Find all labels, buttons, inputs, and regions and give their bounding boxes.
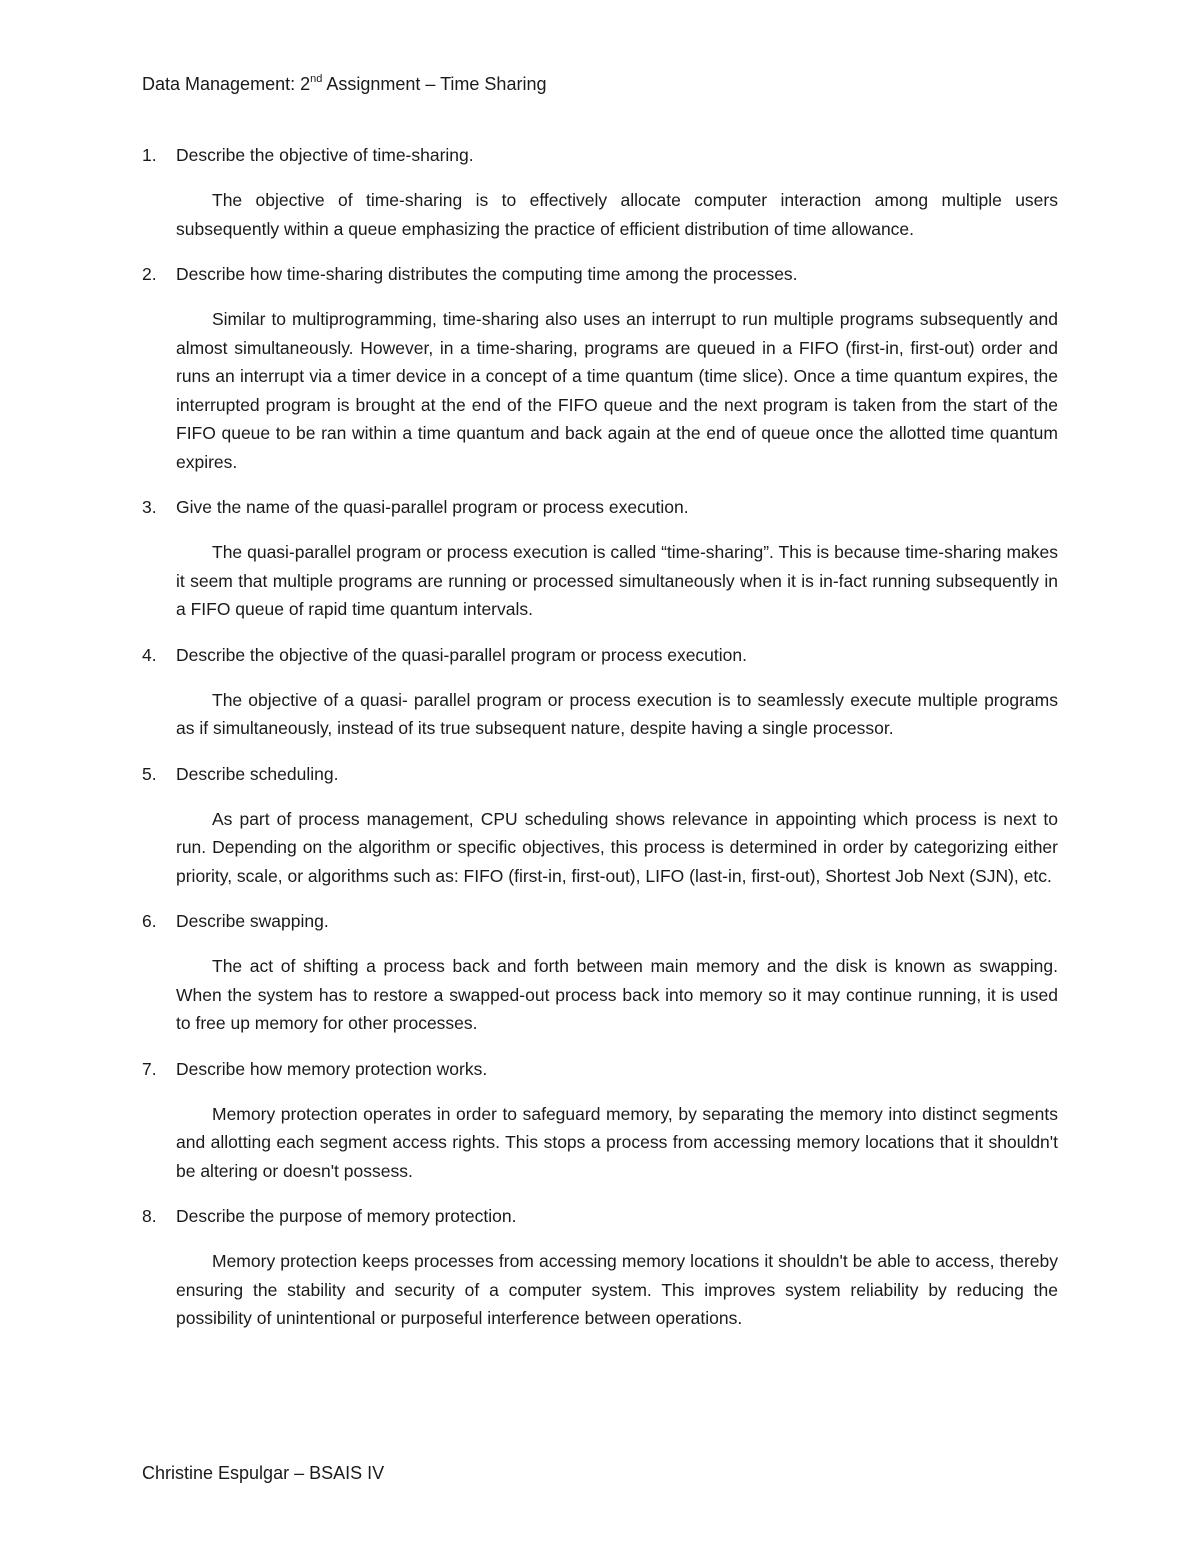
answer-paragraph: The objective of a quasi- parallel program or process execution is to seamlessly execute multiple programs as if simultaneously, instead of its true subsequent nature, despite having a single processor. bbox=[176, 689, 1058, 738]
answer-paragraph: Memory protection keeps processes from accessing memory locations it shouldn't be able to access, thereby ensuring the stability and security of a computer system. This improves system reliability by reducing the possibility of unintentional or purposeful interference between operations. bbox=[176, 1251, 1058, 1328]
list-item bbox=[142, 909, 1058, 1038]
answer-paragraph: The objective of time-sharing is to effectively allocate computer interaction among multiple users subsequently within a queue emphasizing the practice of efficient distribution of time allowance. bbox=[176, 190, 1058, 239]
question-number: 1. bbox=[142, 145, 157, 165]
header-title-superscript: nd bbox=[310, 73, 323, 85]
page-footer: Christine Espulgar – BSAIS IV bbox=[142, 1463, 385, 1483]
question-text: Describe swapping. bbox=[176, 911, 329, 931]
question bbox=[142, 143, 1058, 167]
question-text: Describe the objective of time-sharing. bbox=[176, 145, 474, 165]
page-header bbox=[142, 72, 546, 96]
header-title-suffix: Assignment – Time Sharing bbox=[322, 74, 547, 94]
list-item bbox=[142, 495, 1058, 624]
question-number: 5. bbox=[142, 763, 157, 784]
list-item bbox=[142, 762, 1058, 891]
question bbox=[142, 909, 1058, 933]
list-item bbox=[142, 643, 1058, 743]
question-number: 4. bbox=[142, 644, 157, 665]
question-text: Describe the objective of the quasi-parallel program or process execution. bbox=[176, 644, 747, 665]
question-text: Give the name of the quasi-parallel program or process execution. bbox=[176, 497, 689, 517]
question bbox=[142, 1057, 1058, 1081]
list-item bbox=[142, 1204, 1058, 1333]
header-title-prefix: Data Management: 2 bbox=[142, 74, 311, 94]
question bbox=[142, 1204, 1058, 1228]
question-list bbox=[142, 143, 1058, 1333]
question bbox=[142, 762, 1058, 786]
list-item bbox=[142, 143, 1058, 243]
question-number: 7. bbox=[142, 1058, 157, 1079]
question-text: Describe how time-sharing distributes the computing time among the processes. bbox=[176, 264, 798, 284]
list-item bbox=[142, 262, 1058, 476]
answer-paragraph: The quasi-parallel program or process execution is called “time-sharing”. This is because time-sharing makes it seem that multiple programs are running or processed simultaneously when it is in-fact running subsequently in a FIFO queue of rapid time quantum intervals. bbox=[176, 542, 1058, 619]
question bbox=[142, 495, 1058, 519]
question-text: Describe how memory protection works. bbox=[176, 1058, 488, 1079]
question-number: 2. bbox=[142, 264, 157, 284]
question-text: Describe the purpose of memory protection. bbox=[176, 1206, 517, 1226]
question-number: 6. bbox=[142, 911, 157, 931]
answer-paragraph: The act of shifting a process back and forth between main memory and the disk is known as swapping. When the system has to restore a swapped-out process back into memory so it may continue running, it is used to free up memory for other processes. bbox=[176, 956, 1058, 1033]
question bbox=[142, 262, 1058, 286]
question bbox=[142, 643, 1058, 667]
question-text: Describe scheduling. bbox=[176, 763, 339, 784]
answer-paragraph: Similar to multiprogramming, time-sharing also uses an interrupt to run multiple programs subsequently and almost simultaneously. However, in a time-sharing, programs are queued in a FIFO (first-in, first-out) order and runs an interrupt via a timer device in a concept of a time quantum (time slice). Once a time quantum expires, the interrupted program is brought at the end of the FIFO queue and the next program is taken from the start of the FIFO queue to be ran within a time quantum and back again at the end of queue once the allotted time quantum expires. bbox=[176, 309, 1058, 472]
question-number: 8. bbox=[142, 1206, 157, 1226]
question-number: 3. bbox=[142, 497, 157, 517]
answer-paragraph: As part of process management, CPU scheduling shows relevance in appointing which process is next to run. Depending on the algorithm or specific objectives, this process is determined in order by categorizing either priority, scale, or algorithms such as: FIFO (first-in, first-out), LIFO (last-in, first-out), Shortest Job Next (SJN), etc. bbox=[176, 808, 1058, 886]
list-item bbox=[142, 1057, 1058, 1186]
answer-paragraph: Memory protection operates in order to safeguard memory, by separating the memory into distinct segments and allotting each segment access rights. This stops a process from accessing memory locations that it shouldn't be altering or doesn't possess. bbox=[176, 1103, 1058, 1181]
